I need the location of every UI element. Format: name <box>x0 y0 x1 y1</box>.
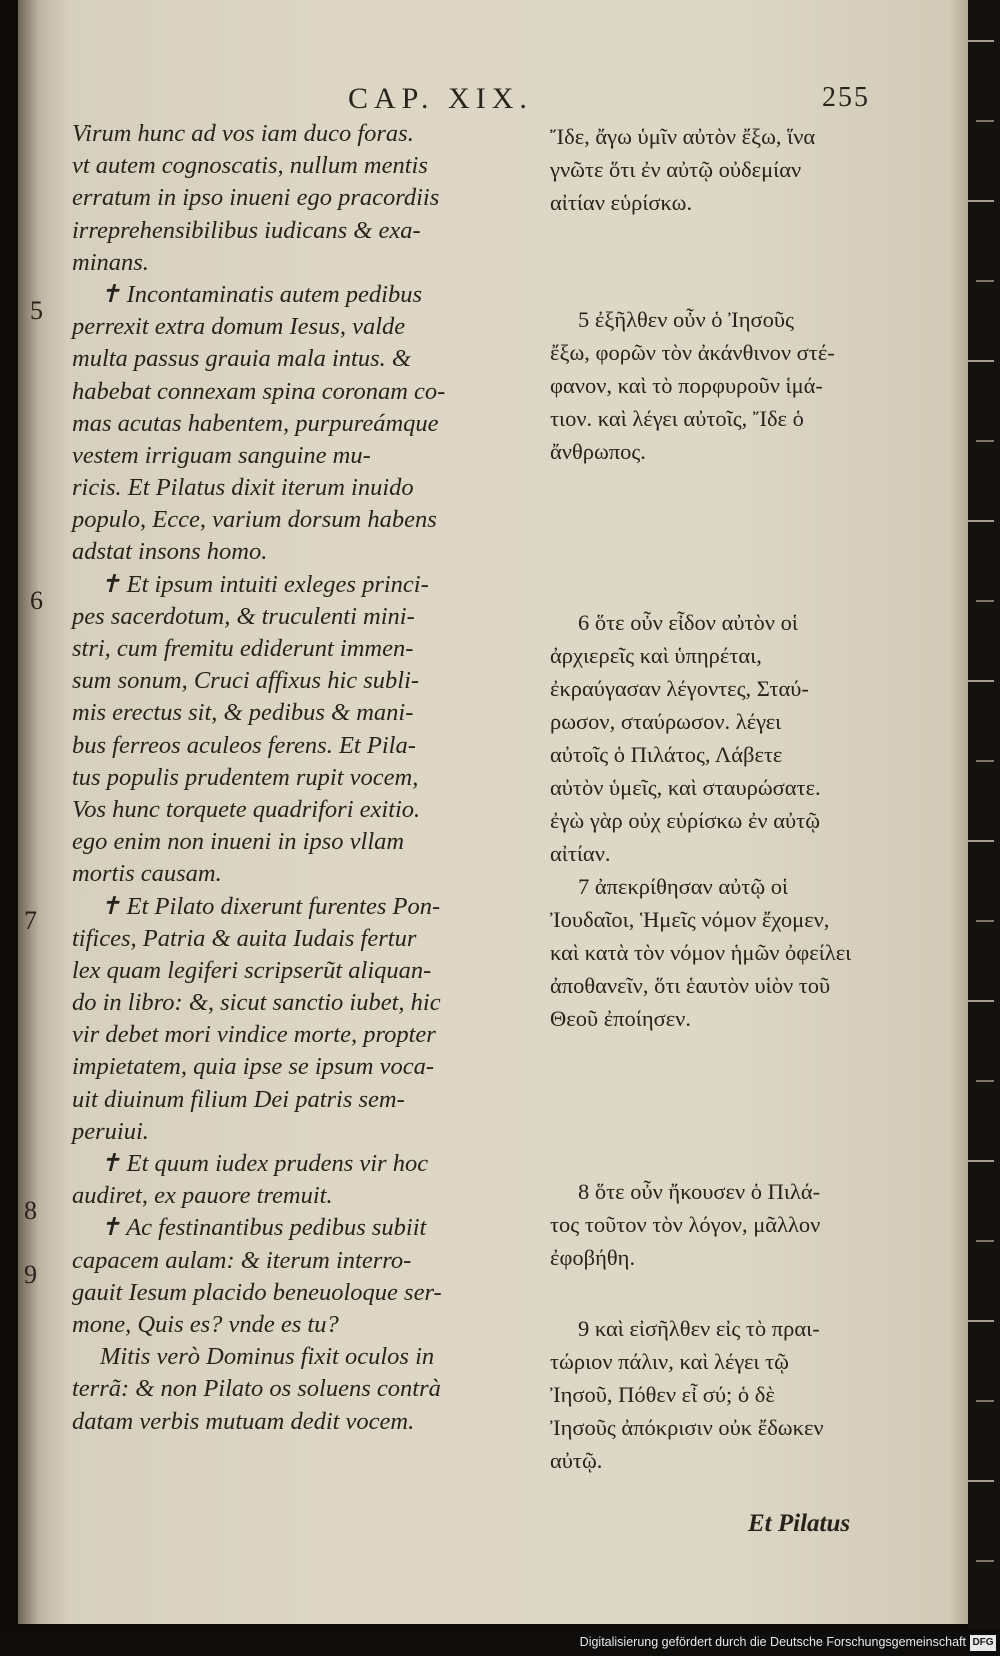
greek-line: αὐτὸν ὑμεῖς, καὶ σταυρώσατε. <box>550 775 821 800</box>
latin-line: vestem irriguam sanguine mu- <box>72 441 371 469</box>
ruler-tick <box>976 120 994 122</box>
greek-line: αὐτῷ. <box>550 1448 603 1473</box>
latin-line: bus ferreos aculeos ferens. Et Pila- <box>72 731 416 759</box>
greek-line: ρωσον, σταύρωσον. λέγει <box>550 709 782 734</box>
latin-line: mortis causam. <box>72 860 222 888</box>
latin-line: mas acutas habentem, purpureámque <box>72 409 439 437</box>
ruler-tick <box>976 1240 994 1242</box>
latin-line: vt autem cognoscatis, nullum mentis <box>72 152 428 180</box>
greek-line: ἐφοβήθη. <box>550 1245 636 1270</box>
greek-block-8 <box>550 1175 880 1274</box>
latin-line: stri, cum fremitu ediderunt immen- <box>72 635 414 662</box>
ruler-tick <box>976 280 994 282</box>
latin-line: Virum hunc ad vos iam duco foras. <box>72 120 414 147</box>
latin-line: ego enim non inueni in ipso vllam <box>72 828 405 856</box>
greek-line: τώριον πάλιν, καὶ λέγει τῷ <box>550 1349 789 1374</box>
verse-number: 9 <box>24 1260 37 1289</box>
latin-line: audiret, ex pauore tremuit. <box>72 1182 333 1210</box>
verse-number: 8 <box>24 1196 37 1225</box>
latin-line: datam verbis mutuam dedit vocem. <box>72 1407 415 1435</box>
verse-number: 6 <box>30 586 43 615</box>
catchword: Et Pilatus <box>748 1510 851 1537</box>
greek-line: ἀποθανεῖν, ὅτι ἑαυτὸν υἱὸν τοῦ <box>550 973 831 998</box>
latin-line: mone, Quis es? vnde es tu? <box>72 1310 339 1338</box>
ruler-tick <box>968 200 994 202</box>
greek-line: ἄνθρωπος. <box>550 439 646 464</box>
greek-line: ἐγὼ γὰρ οὐχ εὑρίσκω ἐν αὐτῷ <box>550 808 821 833</box>
greek-line: Ἴδε, ἄγω ὑμῖν αὐτὸν ἔξω, ἵνα <box>550 124 816 149</box>
latin-line: Mitis verò Dominus fixit oculos in <box>100 1343 435 1371</box>
latin-line: terrã: & non Pilato os soluens contrà <box>72 1375 441 1403</box>
latin-line: multa passus grauia mala intus. & <box>72 345 411 373</box>
ruler-tick <box>976 600 994 602</box>
greek-block-1 <box>550 120 880 219</box>
ruler-tick <box>968 360 994 362</box>
scale-ruler <box>968 0 1000 1630</box>
greek-line: καὶ κατὰ τὸν νόμον ἡμῶν ὀφείλει <box>550 940 852 965</box>
greek-line: ἐκραύγασαν λέγοντες, Σταύ- <box>550 676 809 701</box>
latin-line: perrexit extra domum Iesus, valde <box>72 313 406 341</box>
greek-line: αἰτίαν εὑρίσκω. <box>550 190 693 215</box>
spacer <box>550 1274 880 1312</box>
latin-line: ✝ Et ipsum intuiti exleges princi- <box>100 570 429 598</box>
latin-line: mis erectus sit, & pedibus & mani- <box>72 699 414 727</box>
ruler-tick <box>976 760 994 762</box>
funding-credit: Digitalisierung gefördert durch die Deutsche Forschungsgemeinschaft <box>579 1635 966 1649</box>
ruler-tick <box>976 920 994 922</box>
greek-line: 8 ὅτε οὖν ἤκουσεν ὁ Πιλά- <box>578 1179 821 1204</box>
latin-line: capacem aulam: & iterum interro- <box>72 1246 412 1274</box>
ruler-tick <box>968 40 994 42</box>
latin-line: minans. <box>72 248 149 276</box>
ruler-tick <box>976 1560 994 1562</box>
verse-number: 7 <box>24 906 37 935</box>
greek-line: Θεοῦ ἐποίησεν. <box>550 1006 691 1031</box>
page-number: 255 <box>822 82 870 113</box>
ruler-tick <box>968 680 994 682</box>
latin-line: irreprehensibilibus iudicans & exa- <box>72 216 421 244</box>
latin-line: do in libro: &, sicut sanctio iubet, hic <box>72 989 441 1017</box>
greek-line: γνῶτε ὅτι ἐν αὐτῷ οὐδεμίαν <box>550 157 802 182</box>
greek-block-7 <box>550 870 880 1035</box>
book-page <box>18 0 978 1624</box>
latin-line: ✝ Et Pilato dixerunt furentes Pon- <box>100 892 441 920</box>
latin-line: ricis. Et Pilatus dixit iterum inuido <box>72 474 414 502</box>
latin-column <box>72 118 522 1438</box>
latin-line: ✝ Incontaminatis autem pedibus <box>100 280 422 308</box>
latin-line: tus populis prudentem rupit vocem, <box>72 763 419 791</box>
latin-line: lex quam legiferi scripserũt aliquan- <box>72 956 432 984</box>
spacer <box>550 219 880 303</box>
latin-line: peruiui. <box>72 1117 149 1145</box>
greek-line: Ἰουδαῖοι, Ἡμεῖς νόμον ἔχομεν, <box>550 907 830 932</box>
latin-line: Vos hunc torquete quadrifori exitio. <box>72 795 421 823</box>
spacer <box>550 468 880 606</box>
greek-line: τιον. καὶ λέγει αὐτοῖς, Ἴδε ὁ <box>550 406 804 431</box>
latin-line: vir debet mori vindice morte, propter <box>72 1021 436 1049</box>
latin-line: habebat connexam spina coronam co- <box>72 377 446 405</box>
latin-line: impietatem, quia ipse se ipsum voca- <box>72 1053 434 1081</box>
ruler-tick <box>968 1320 994 1322</box>
greek-line: 6 ὅτε οὖν εἶδον αὐτὸν οἱ <box>578 610 798 635</box>
greek-line: 7 ἀπεκρίθησαν αὐτῷ οἱ <box>578 874 789 899</box>
greek-line: ἔξω, φορῶν τὸν ἀκάνθινον στέ- <box>550 340 835 365</box>
ruler-tick <box>968 1160 994 1162</box>
greek-line: αἰτίαν. <box>550 841 611 866</box>
greek-block-5 <box>550 303 880 468</box>
greek-line: 9 καὶ εἰσῆλθεν εἰς τὸ πραι- <box>578 1316 820 1341</box>
footer-bar <box>0 1632 1000 1656</box>
ruler-tick <box>968 520 994 522</box>
greek-line: 5 ἐξῆλθεν οὖν ὁ Ἰησοῦς <box>578 307 794 332</box>
latin-line: populo, Ecce, varium dorsum habens <box>72 506 437 534</box>
latin-line: adstat insons homo. <box>72 538 268 566</box>
greek-line: φανον, καὶ τὸ πορφυροῦν ἱμά- <box>550 373 823 398</box>
greek-line: τος τοῦτον τὸν λόγον, μᾶλλον <box>550 1212 821 1237</box>
ruler-tick <box>968 1000 994 1002</box>
ruler-tick <box>968 1480 994 1482</box>
latin-line: gauit Iesum placido beneuoloque ser- <box>72 1278 442 1306</box>
ruler-tick <box>976 440 994 442</box>
greek-line: αὐτοῖς ὁ Πιλάτος, Λάβετε <box>550 742 783 767</box>
dfg-logo: DFG <box>970 1635 996 1651</box>
running-head: CAP. XIX. <box>348 82 533 115</box>
latin-line: ✝ Ac festinantibus pedibus subiit <box>100 1214 427 1242</box>
greek-block-9 <box>550 1312 880 1477</box>
latin-line: ✝ Et quum iudex prudens vir hoc <box>100 1150 429 1177</box>
greek-line: Ἰησοῦ, Πόθεν εἶ σύ; ὁ δὲ <box>550 1382 775 1407</box>
latin-line: tifices, Patria & auita Iudais fertur <box>72 924 417 952</box>
greek-line: Ἰησοῦς ἀπόκρισιν οὐκ ἔδωκεν <box>550 1415 824 1440</box>
ruler-tick <box>976 1080 994 1082</box>
verse-number: 5 <box>30 296 43 325</box>
spacer <box>550 1035 880 1175</box>
ruler-tick <box>976 1400 994 1402</box>
latin-line: pes sacerdotum, & truculenti mini- <box>72 602 415 630</box>
greek-column <box>550 120 880 1477</box>
greek-block-6 <box>550 606 880 870</box>
ruler-tick <box>968 840 994 842</box>
latin-line: uit diuinum filium Dei patris sem- <box>72 1085 405 1113</box>
latin-line: erratum in ipso inueni ego pracordiis <box>72 184 440 212</box>
greek-line: ἀρχιερεῖς καὶ ὑπηρέται, <box>550 643 762 668</box>
latin-line: sum sonum, Cruci affixus hic subli- <box>72 667 420 695</box>
